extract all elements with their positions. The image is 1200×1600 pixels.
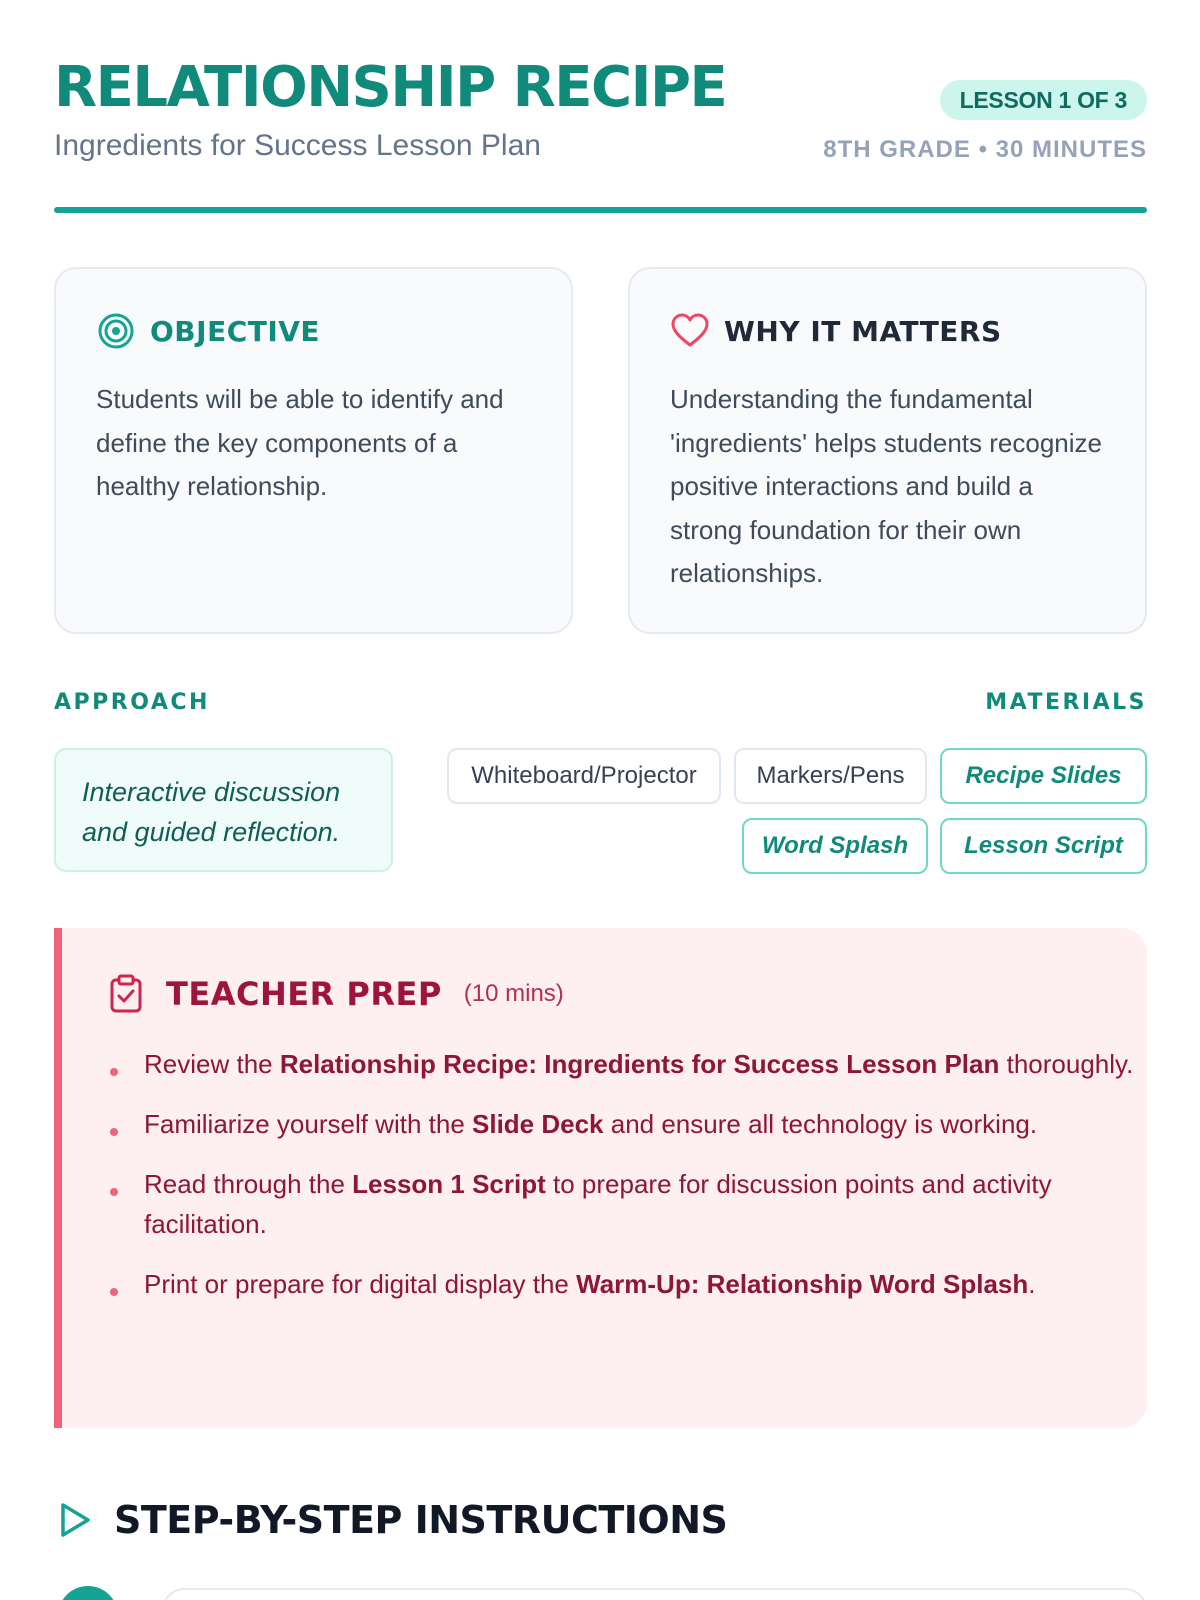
materials-label: MATERIALS	[985, 690, 1147, 715]
materials-list	[447, 748, 1147, 878]
prep-item: Review the Relationship Recipe: Ingredients for Success Lesson Plan thoroughly.	[144, 1044, 1134, 1084]
prep-item: Familiarize yourself with the Slide Deck and ensure all technology is working.	[144, 1104, 1134, 1144]
clipboard-check-icon	[108, 974, 144, 1014]
steps-heading	[54, 1496, 727, 1544]
approach-text: Interactive discussion and guided reflection.	[54, 748, 393, 872]
why-title: WHY IT MATTERS	[724, 314, 1002, 348]
heart-icon	[670, 311, 710, 351]
material-chip-link[interactable]: Lesson Script	[940, 818, 1147, 874]
prep-item: Read through the Lesson 1 Script to prepare for discussion points and activity facilitation.	[144, 1164, 1134, 1244]
prep-list	[144, 1044, 1134, 1324]
teacher-prep-panel	[54, 928, 1147, 1428]
lesson-badge: LESSON 1 OF 3	[940, 80, 1147, 120]
material-chip-link[interactable]: Word Splash	[742, 818, 928, 874]
objective-text: Students will be able to identify and define the key components of a healthy relationship.	[96, 384, 504, 501]
page-title: RELATIONSHIP RECIPE	[54, 55, 727, 120]
prep-item: Print or prepare for digital display the Warm-Up: Relationship Word Splash.	[144, 1264, 1134, 1304]
header	[54, 56, 1147, 216]
steps-title: STEP-BY-STEP INSTRUCTIONS	[114, 1498, 728, 1542]
objective-card	[54, 267, 573, 634]
step-number-marker	[58, 1586, 118, 1600]
page-subtitle: Ingredients for Success Lesson Plan	[54, 129, 541, 162]
approach-label: APPROACH	[54, 690, 210, 715]
lesson-plan-page	[54, 0, 1147, 1600]
material-chip: Whiteboard/Projector	[447, 748, 721, 804]
header-divider	[54, 207, 1147, 213]
why-text: Understanding the fundamental 'ingredients' helps students recognize positive interactions and build a strong foundation for their own relationships.	[670, 384, 1102, 588]
play-icon	[54, 1500, 94, 1540]
grade-duration: 8TH GRADE • 30 MINUTES	[823, 136, 1147, 163]
prep-duration: (10 mins)	[463, 980, 564, 1007]
step-card	[162, 1588, 1147, 1600]
material-chip: Markers/Pens	[734, 748, 927, 804]
target-icon	[96, 311, 136, 351]
why-it-matters-card	[628, 267, 1147, 634]
material-chip-link[interactable]: Recipe Slides	[940, 748, 1147, 804]
objective-title: OBJECTIVE	[150, 314, 321, 348]
prep-title: TEACHER PREP	[166, 975, 442, 1013]
